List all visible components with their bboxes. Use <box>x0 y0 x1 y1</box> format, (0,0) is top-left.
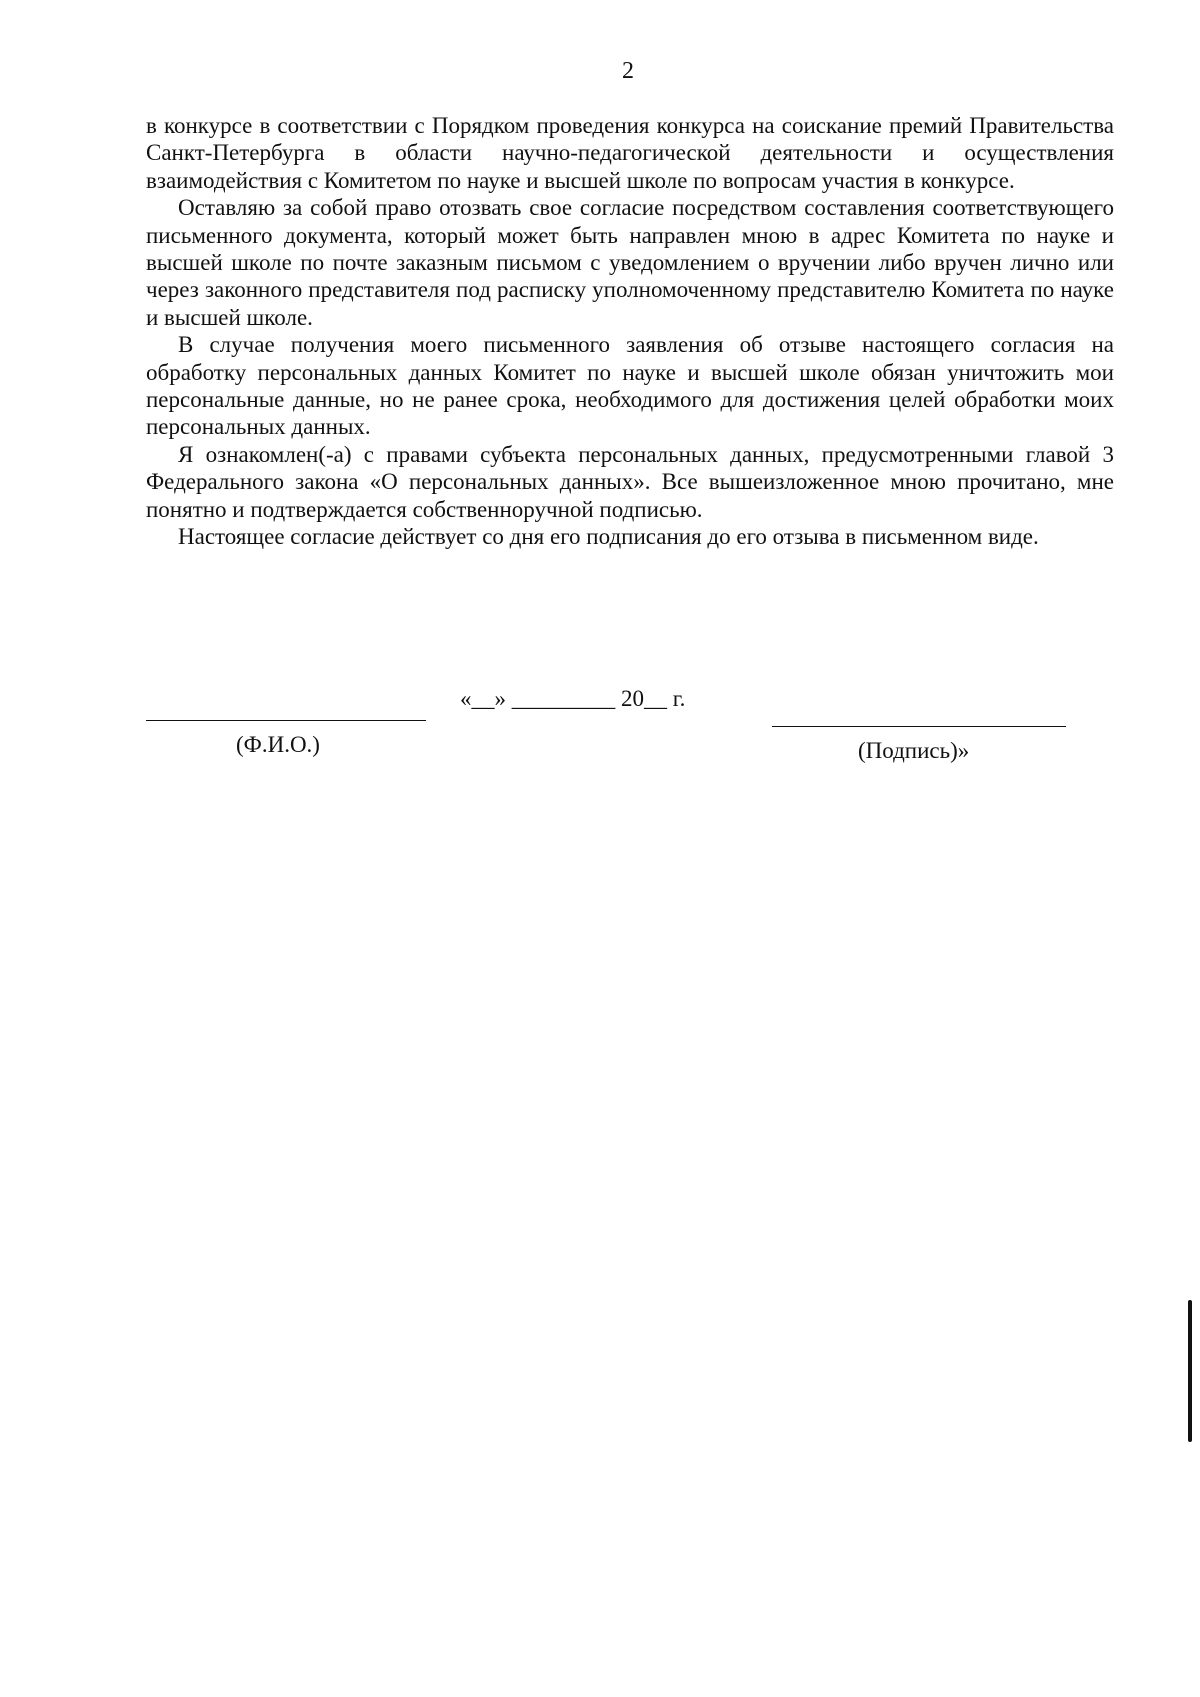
paragraph-revocation-right: Оставляю за собой право отозвать свое согласие посредством составления соответствующего письменного документа, который может быть направлен мною в адрес Комитета по науке и высшей школе по почте заказным письмом с уведомлением о вручении либо вручен лично или через законного представителя под расписку уполномоченному представителю Комитета по науке и высшей школе. <box>146 195 1114 330</box>
paragraph-data-destruction: В случае получения моего письменного заявления об отзыве настоящего согласия на обработку персональных данных Комитет по науке и высшей школе обязан уничтожить мои персональные данные, но не ранее срока, необходимого для достижения целей обработки моих персональных данных. <box>146 332 1114 440</box>
paragraph-continuation: в конкурсе в соответствии с Порядком проведения конкурса на соискание премий Правительства Санкт-Петербурга в области научно-педагогической деятельности и осуществления взаимодействия с Комитетом по науке и высшей школе по вопросам участия в конкурсе. <box>146 113 1114 193</box>
fio-label: (Ф.И.О.) <box>236 732 320 757</box>
document-body <box>146 112 1114 551</box>
fio-line <box>146 720 426 721</box>
date-field: «__» _________ 20__ г. <box>460 686 686 711</box>
signature-label: (Подпись)» <box>858 738 970 763</box>
page-number: 2 <box>622 58 634 84</box>
scan-edge-mark <box>1188 1300 1192 1442</box>
paragraph-validity: Настоящее согласие действует со дня его подписания до его отзыва в письменном виде. <box>178 524 1039 550</box>
signature-line <box>772 726 1066 727</box>
paragraph-rights-acknowledgement: Я ознакомлен(-а) с правами субъекта персональных данных, предусмотренными главой 3 Федерального закона «О персональных данных». Все вышеизложенное мною прочитано, мне понятно и подтверждается собственноручной подписью. <box>146 441 1114 522</box>
